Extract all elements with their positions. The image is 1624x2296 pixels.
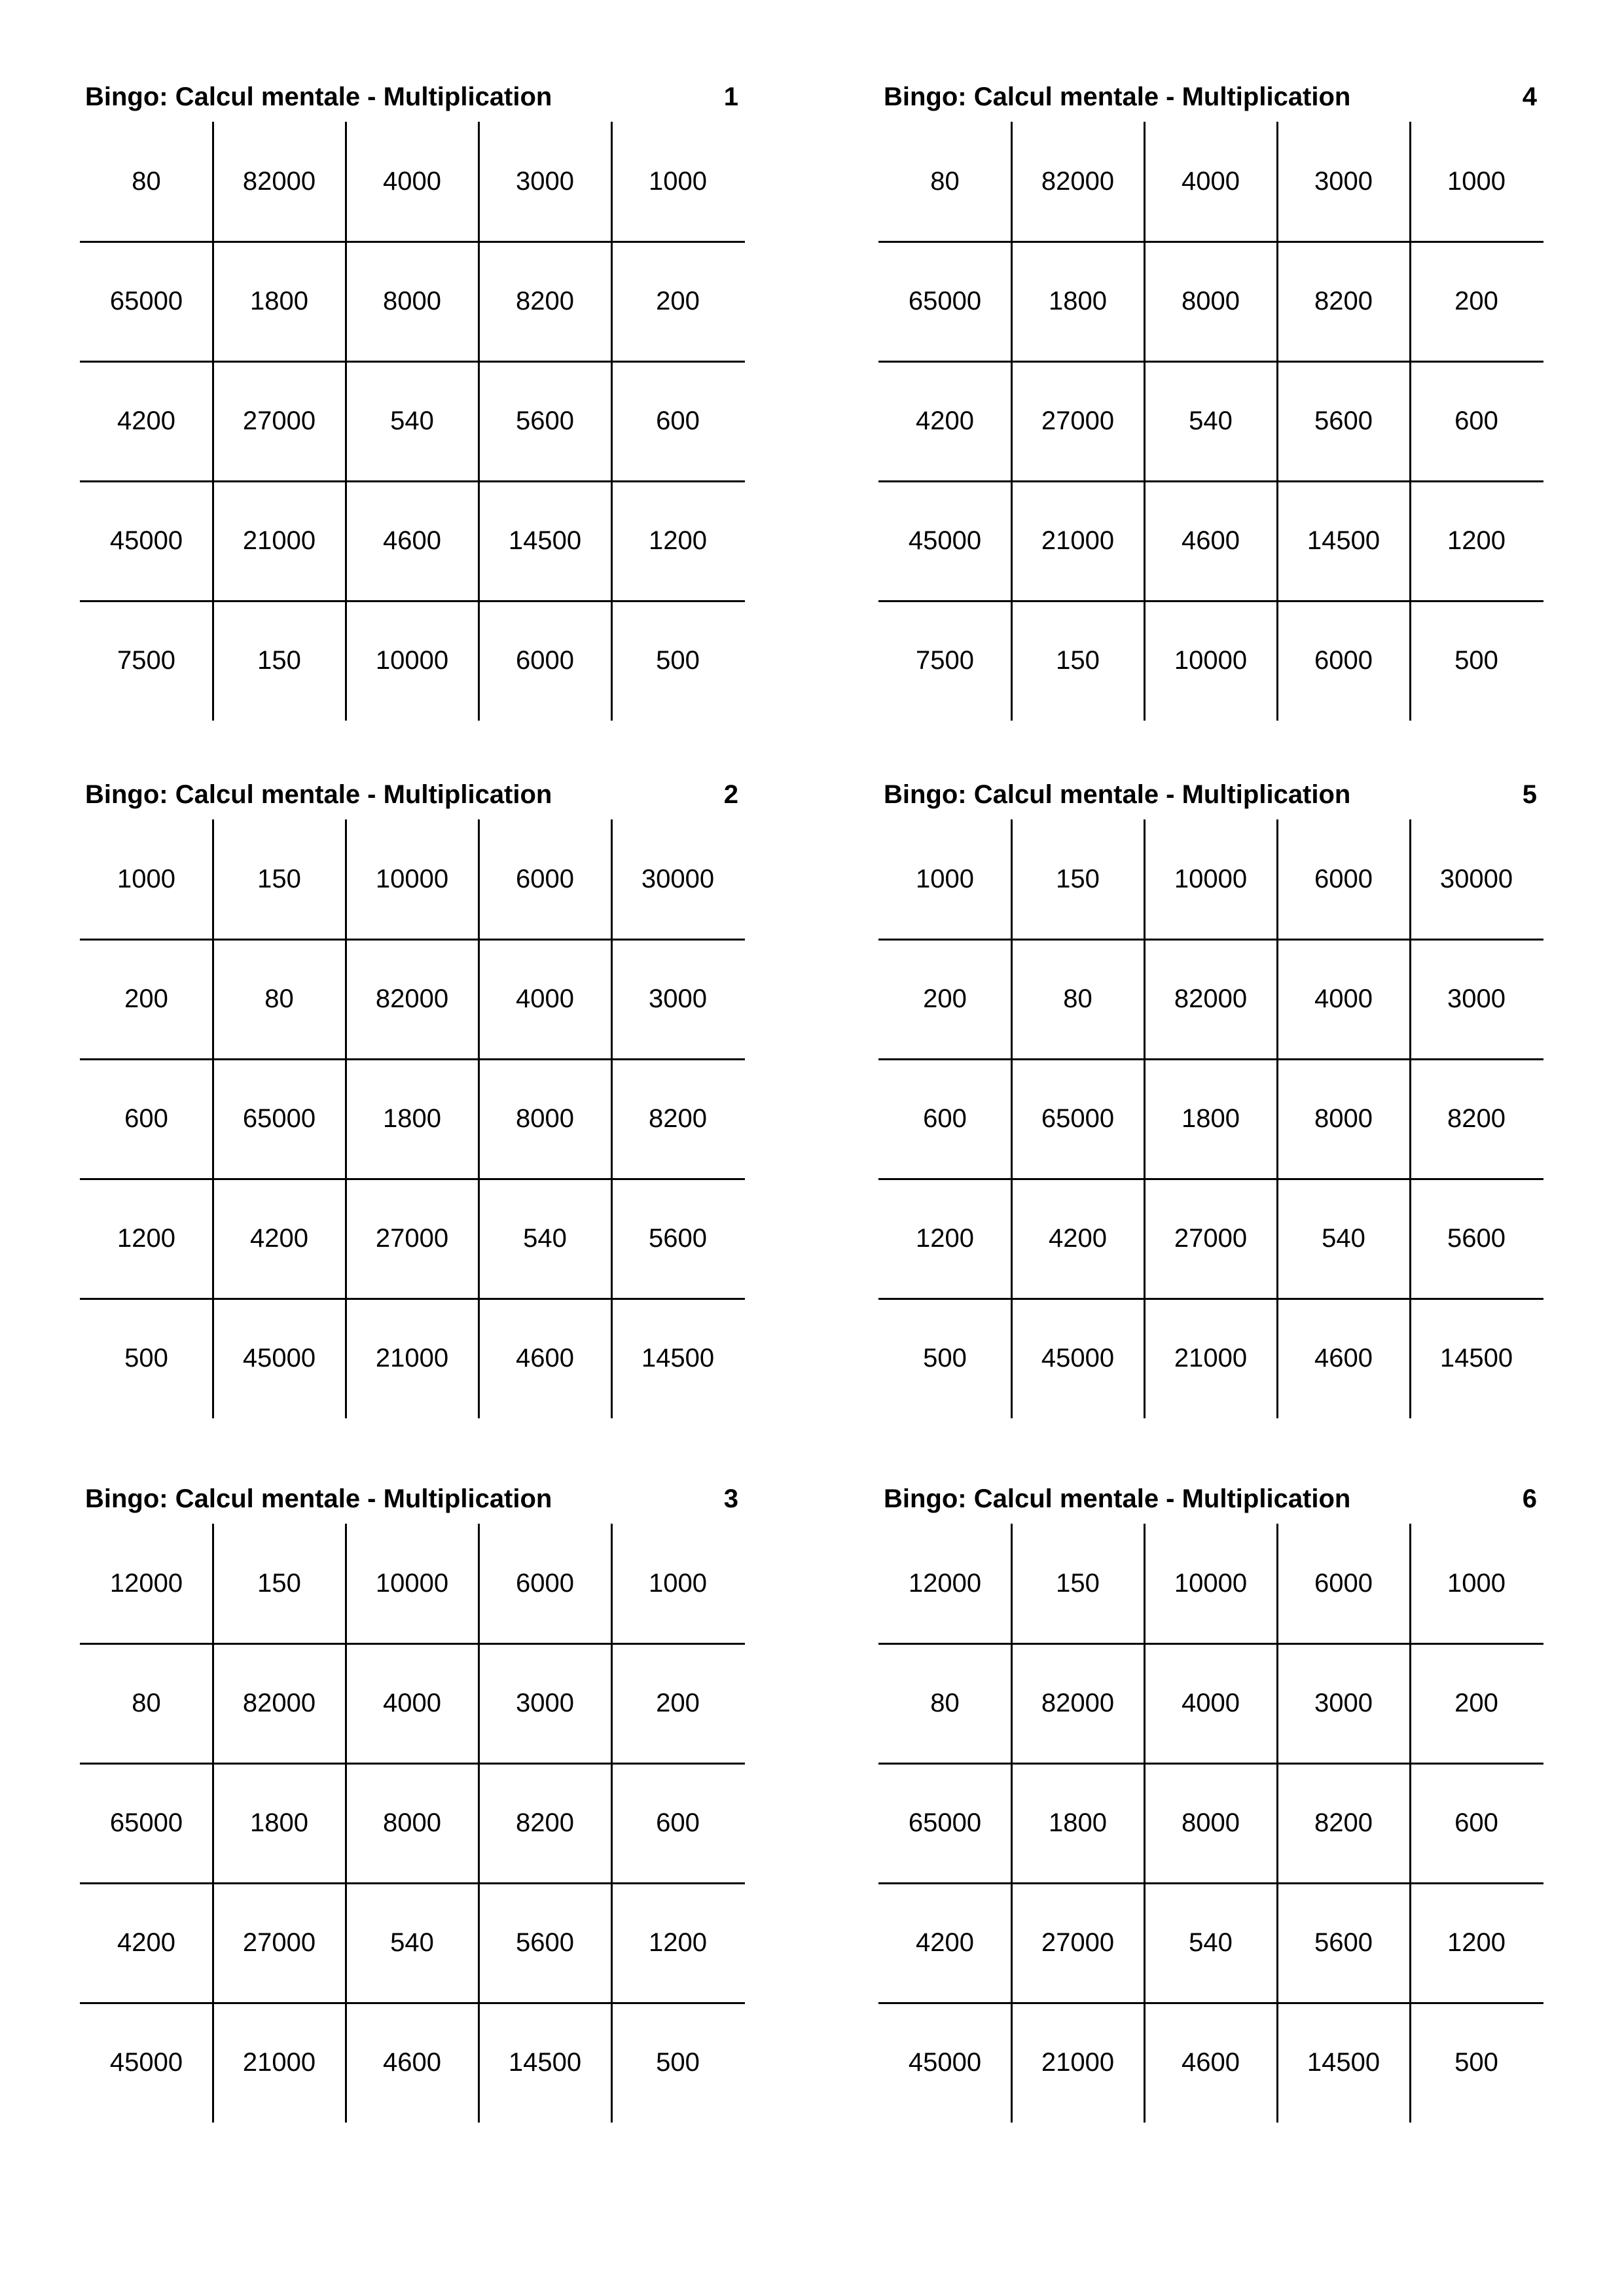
grid-row-divider <box>878 1882 1543 1884</box>
bingo-cell: 8000 <box>1182 1808 1240 1837</box>
bingo-cell: 6000 <box>516 646 574 675</box>
card-header <box>80 1484 745 1513</box>
bingo-cell: 82000 <box>242 167 316 196</box>
bingo-cell: 4200 <box>117 406 175 435</box>
bingo-card <box>80 1484 745 2077</box>
bingo-cell: 10000 <box>1174 865 1248 893</box>
grid-column-divider <box>1011 1524 1013 2123</box>
bingo-cell: 500 <box>923 1344 967 1372</box>
grid-column-divider <box>345 819 347 1418</box>
bingo-cell: 600 <box>1454 1808 1498 1837</box>
bingo-cell: 21000 <box>242 2048 316 2077</box>
grid-row-divider <box>80 939 745 941</box>
bingo-cell: 82000 <box>242 1689 316 1717</box>
grid-row-divider <box>878 361 1543 363</box>
grid-column-divider <box>611 1524 613 2123</box>
bingo-cell: 200 <box>1454 1689 1498 1717</box>
grid-row-divider <box>80 1058 745 1060</box>
bingo-cell: 600 <box>1454 406 1498 435</box>
bingo-grid <box>80 1524 745 2123</box>
bingo-cell: 500 <box>656 2048 700 2077</box>
bingo-cell: 10000 <box>375 865 449 893</box>
bingo-cell: 3000 <box>1314 167 1373 196</box>
bingo-cell: 8200 <box>1314 287 1373 315</box>
bingo-cell: 5600 <box>516 1928 574 1957</box>
bingo-cell: 3000 <box>1314 1689 1373 1717</box>
bingo-cell: 1000 <box>916 865 974 893</box>
card-number: 5 <box>1522 780 1537 809</box>
grid-column-divider <box>478 819 480 1418</box>
bingo-cell: 82000 <box>375 984 449 1013</box>
card-header <box>878 1484 1543 1513</box>
bingo-cell: 200 <box>656 287 700 315</box>
bingo-cell: 1800 <box>250 287 308 315</box>
bingo-cell: 21000 <box>375 1344 449 1372</box>
bingo-cell: 27000 <box>1041 1928 1115 1957</box>
bingo-cell: 540 <box>1189 1928 1233 1957</box>
bingo-cell: 8000 <box>1314 1104 1373 1133</box>
bingo-cell: 27000 <box>1041 406 1115 435</box>
bingo-cell: 8000 <box>1182 287 1240 315</box>
card-title: Bingo: Calcul mentale - Multiplication <box>884 1484 1351 1513</box>
bingo-cell: 200 <box>124 984 168 1013</box>
bingo-cell: 1000 <box>1447 167 1506 196</box>
bingo-cell: 1200 <box>649 1928 707 1957</box>
bingo-cell: 1000 <box>117 865 175 893</box>
bingo-cell: 8000 <box>383 1808 441 1837</box>
bingo-cell: 4000 <box>383 1689 441 1717</box>
bingo-cell: 45000 <box>109 2048 183 2077</box>
bingo-cell: 3000 <box>516 167 574 196</box>
grid-column-divider <box>1144 122 1146 721</box>
bingo-grid <box>80 819 745 1418</box>
grid-column-divider <box>345 122 347 721</box>
bingo-cell: 4200 <box>1049 1224 1107 1253</box>
bingo-cell: 45000 <box>242 1344 316 1372</box>
bingo-cell: 5600 <box>1314 406 1373 435</box>
bingo-cell: 4600 <box>1314 1344 1373 1372</box>
grid-row-divider <box>878 600 1543 602</box>
bingo-cell: 4000 <box>1314 984 1373 1013</box>
bingo-cell: 540 <box>390 406 434 435</box>
bingo-cell: 82000 <box>1174 984 1248 1013</box>
bingo-cell: 4600 <box>1182 526 1240 555</box>
bingo-cell: 12000 <box>908 1569 982 1598</box>
bingo-card <box>878 82 1543 675</box>
bingo-cell: 6000 <box>1314 865 1373 893</box>
bingo-cell: 1800 <box>250 1808 308 1837</box>
bingo-cell: 10000 <box>1174 1569 1248 1598</box>
bingo-cell: 4000 <box>1182 1689 1240 1717</box>
grid-column-divider <box>1011 122 1013 721</box>
bingo-cell: 8200 <box>516 1808 574 1837</box>
bingo-cell: 45000 <box>109 526 183 555</box>
grid-row-divider <box>80 1298 745 1300</box>
bingo-cell: 80 <box>930 1689 960 1717</box>
bingo-card <box>878 1484 1543 2077</box>
bingo-cell: 10000 <box>375 1569 449 1598</box>
bingo-cell: 600 <box>124 1104 168 1133</box>
grid-row-divider <box>80 1882 745 1884</box>
bingo-cell: 65000 <box>1041 1104 1115 1133</box>
bingo-cell: 7500 <box>916 646 974 675</box>
bingo-cell: 10000 <box>1174 646 1248 675</box>
bingo-cell: 540 <box>523 1224 567 1253</box>
card-title: Bingo: Calcul mentale - Multiplication <box>85 1484 552 1513</box>
bingo-cell: 7500 <box>117 646 175 675</box>
grid-column-divider <box>478 1524 480 2123</box>
bingo-cell: 65000 <box>908 1808 982 1837</box>
bingo-cell: 4600 <box>1182 2048 1240 2077</box>
bingo-cell: 30000 <box>1439 865 1513 893</box>
grid-row-divider <box>878 1763 1543 1765</box>
grid-column-divider <box>1276 122 1278 721</box>
bingo-cell: 1800 <box>1182 1104 1240 1133</box>
bingo-cell: 4000 <box>1182 167 1240 196</box>
grid-column-divider <box>1011 819 1013 1418</box>
bingo-cell: 12000 <box>109 1569 183 1598</box>
bingo-cell: 27000 <box>242 1928 316 1957</box>
bingo-cell: 45000 <box>1041 1344 1115 1372</box>
bingo-cell: 65000 <box>109 287 183 315</box>
bingo-grid <box>878 819 1543 1418</box>
card-header <box>80 82 745 111</box>
bingo-cell: 3000 <box>1447 984 1506 1013</box>
bingo-cell: 200 <box>656 1689 700 1717</box>
bingo-cell: 10000 <box>375 646 449 675</box>
card-header <box>878 780 1543 809</box>
bingo-cell: 6000 <box>1314 646 1373 675</box>
card-header <box>80 780 745 809</box>
bingo-cell: 8000 <box>516 1104 574 1133</box>
bingo-cell: 5600 <box>516 406 574 435</box>
bingo-cell: 4200 <box>916 406 974 435</box>
bingo-cell: 200 <box>1454 287 1498 315</box>
grid-column-divider <box>1276 819 1278 1418</box>
grid-column-divider <box>212 819 214 1418</box>
card-number: 3 <box>723 1484 738 1513</box>
bingo-cell: 1200 <box>1447 1928 1506 1957</box>
grid-row-divider <box>878 480 1543 482</box>
bingo-cell: 1800 <box>1049 287 1107 315</box>
bingo-cell: 150 <box>257 865 301 893</box>
bingo-cell: 30000 <box>641 865 715 893</box>
card-number: 2 <box>723 780 738 809</box>
bingo-card <box>80 780 745 1372</box>
bingo-cell: 5600 <box>1447 1224 1506 1253</box>
card-header <box>878 82 1543 111</box>
bingo-cell: 3000 <box>516 1689 574 1717</box>
bingo-cell: 8200 <box>649 1104 707 1133</box>
bingo-cell: 4000 <box>516 984 574 1013</box>
bingo-cell: 1000 <box>649 1569 707 1598</box>
grid-column-divider <box>212 1524 214 2123</box>
bingo-cell: 500 <box>124 1344 168 1372</box>
bingo-cell: 5600 <box>1314 1928 1373 1957</box>
bingo-cell: 21000 <box>1174 1344 1248 1372</box>
bingo-cell: 600 <box>656 1808 700 1837</box>
bingo-cell: 80 <box>264 984 294 1013</box>
bingo-grid <box>878 122 1543 721</box>
bingo-card <box>878 780 1543 1372</box>
bingo-cell: 1200 <box>649 526 707 555</box>
bingo-cell: 4600 <box>383 526 441 555</box>
card-number: 6 <box>1522 1484 1537 1513</box>
bingo-grid <box>878 1524 1543 2123</box>
grid-column-divider <box>345 1524 347 2123</box>
grid-row-divider <box>878 2002 1543 2004</box>
bingo-cell: 4600 <box>516 1344 574 1372</box>
bingo-cell: 8200 <box>1447 1104 1506 1133</box>
bingo-cell: 4200 <box>250 1224 308 1253</box>
grid-row-divider <box>80 1178 745 1180</box>
grid-row-divider <box>878 1298 1543 1300</box>
bingo-cell: 1200 <box>1447 526 1506 555</box>
bingo-grid <box>80 122 745 721</box>
bingo-cell: 1200 <box>117 1224 175 1253</box>
bingo-cell: 65000 <box>109 1808 183 1837</box>
bingo-cell: 14500 <box>508 526 582 555</box>
bingo-cell: 14500 <box>508 2048 582 2077</box>
bingo-cell: 82000 <box>1041 167 1115 196</box>
bingo-cell: 8200 <box>1314 1808 1373 1837</box>
grid-column-divider <box>1409 1524 1411 2123</box>
bingo-cell: 8000 <box>383 287 441 315</box>
card-number: 1 <box>723 82 738 111</box>
grid-row-divider <box>80 361 745 363</box>
bingo-cell: 540 <box>1322 1224 1365 1253</box>
bingo-cell: 150 <box>257 646 301 675</box>
bingo-cell: 150 <box>1056 1569 1100 1598</box>
bingo-cell: 500 <box>1454 646 1498 675</box>
bingo-cell: 45000 <box>908 2048 982 2077</box>
bingo-cell: 80 <box>1063 984 1092 1013</box>
grid-column-divider <box>478 122 480 721</box>
bingo-cell: 500 <box>656 646 700 675</box>
grid-column-divider <box>1144 819 1146 1418</box>
bingo-cell: 6000 <box>516 865 574 893</box>
bingo-cell: 80 <box>930 167 960 196</box>
grid-row-divider <box>80 1763 745 1765</box>
bingo-cell: 3000 <box>649 984 707 1013</box>
card-title: Bingo: Calcul mentale - Multiplication <box>85 780 552 809</box>
bingo-cell: 80 <box>132 1689 161 1717</box>
bingo-cell: 65000 <box>908 287 982 315</box>
bingo-cell: 80 <box>132 167 161 196</box>
bingo-cell: 540 <box>390 1928 434 1957</box>
grid-column-divider <box>1144 1524 1146 2123</box>
bingo-cell: 8200 <box>516 287 574 315</box>
grid-row-divider <box>80 600 745 602</box>
bingo-cell: 1800 <box>383 1104 441 1133</box>
bingo-card <box>80 82 745 675</box>
bingo-cell: 1200 <box>916 1224 974 1253</box>
bingo-cell: 1800 <box>1049 1808 1107 1837</box>
bingo-cell: 540 <box>1189 406 1233 435</box>
bingo-cell: 45000 <box>908 526 982 555</box>
grid-column-divider <box>212 122 214 721</box>
bingo-cell: 14500 <box>1439 1344 1513 1372</box>
bingo-cell: 600 <box>656 406 700 435</box>
bingo-cell: 65000 <box>242 1104 316 1133</box>
bingo-cell: 500 <box>1454 2048 1498 2077</box>
grid-row-divider <box>878 1643 1543 1645</box>
bingo-cell: 150 <box>1056 865 1100 893</box>
bingo-cell: 4200 <box>117 1928 175 1957</box>
grid-row-divider <box>80 2002 745 2004</box>
bingo-cell: 1000 <box>649 167 707 196</box>
bingo-cell: 150 <box>257 1569 301 1598</box>
bingo-cell: 4600 <box>383 2048 441 2077</box>
grid-column-divider <box>611 122 613 721</box>
bingo-cell: 27000 <box>242 406 316 435</box>
bingo-cell: 150 <box>1056 646 1100 675</box>
bingo-cell: 21000 <box>242 526 316 555</box>
bingo-cell: 21000 <box>1041 526 1115 555</box>
bingo-cell: 21000 <box>1041 2048 1115 2077</box>
bingo-cell: 4200 <box>916 1928 974 1957</box>
grid-row-divider <box>878 1058 1543 1060</box>
bingo-cell: 14500 <box>1307 526 1380 555</box>
grid-column-divider <box>1276 1524 1278 2123</box>
grid-row-divider <box>80 1643 745 1645</box>
bingo-cell: 1000 <box>1447 1569 1506 1598</box>
bingo-cell: 14500 <box>641 1344 715 1372</box>
card-title: Bingo: Calcul mentale - Multiplication <box>884 82 1351 111</box>
bingo-cell: 27000 <box>375 1224 449 1253</box>
grid-column-divider <box>1409 819 1411 1418</box>
grid-row-divider <box>80 241 745 243</box>
grid-row-divider <box>878 939 1543 941</box>
grid-row-divider <box>878 1178 1543 1180</box>
card-number: 4 <box>1522 82 1537 111</box>
bingo-cell: 200 <box>923 984 967 1013</box>
bingo-cell: 4000 <box>383 167 441 196</box>
bingo-cell: 6000 <box>1314 1569 1373 1598</box>
bingo-cell: 5600 <box>649 1224 707 1253</box>
bingo-cell: 82000 <box>1041 1689 1115 1717</box>
grid-row-divider <box>80 480 745 482</box>
bingo-cell: 27000 <box>1174 1224 1248 1253</box>
grid-column-divider <box>611 819 613 1418</box>
card-title: Bingo: Calcul mentale - Multiplication <box>884 780 1351 809</box>
bingo-cell: 6000 <box>516 1569 574 1598</box>
card-title: Bingo: Calcul mentale - Multiplication <box>85 82 552 111</box>
bingo-cell: 14500 <box>1307 2048 1380 2077</box>
bingo-cell: 600 <box>923 1104 967 1133</box>
grid-column-divider <box>1409 122 1411 721</box>
grid-row-divider <box>878 241 1543 243</box>
